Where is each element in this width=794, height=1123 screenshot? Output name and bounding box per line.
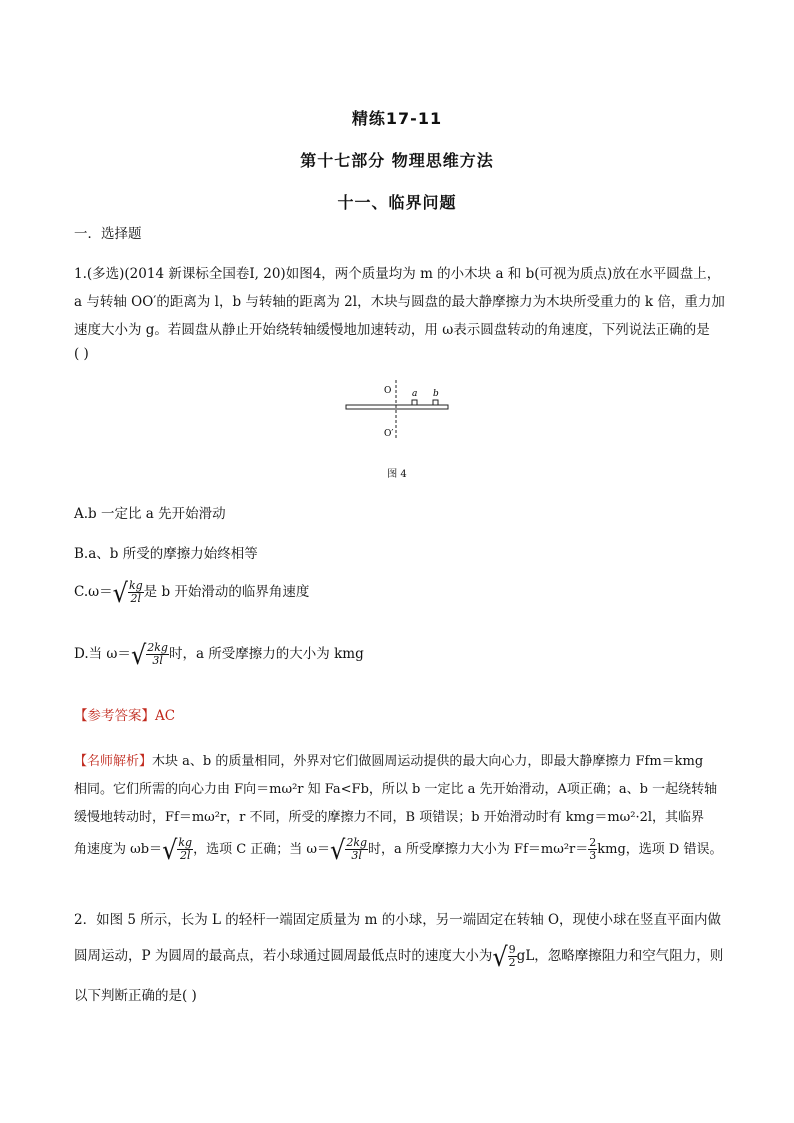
answer-value: AC bbox=[155, 708, 176, 724]
doc-title: 精练17-11 bbox=[351, 109, 443, 128]
frac3-den: 3 bbox=[589, 849, 597, 862]
sqrt-sign: √ bbox=[112, 577, 128, 608]
frac2-den: 3l bbox=[351, 849, 362, 862]
figure-caption: 图 4 bbox=[387, 469, 407, 480]
reference-answer bbox=[74, 704, 175, 724]
q2-line3: 以下判断正确的是( ) bbox=[74, 988, 197, 1004]
section-label: 一．选择题 bbox=[74, 226, 142, 242]
fig-label-O: O bbox=[384, 386, 392, 396]
frac3-num: 2 bbox=[589, 836, 597, 849]
sqrt-sign: √ bbox=[130, 639, 147, 670]
analysis-frac1 bbox=[177, 837, 193, 862]
option-b: B.a、b 所受的摩擦力始终相等 bbox=[74, 546, 258, 562]
analysis-line3: 缓慢地转动时，Ff＝mω²r，r 不同，所受的摩擦力不同，B 项错误；b 开始滑动时有 kmg＝mω²·2l，其临界 bbox=[74, 810, 705, 825]
analysis-frac3 bbox=[588, 837, 597, 862]
q1-line1: 1.(多选)(2014 新课标全国卷Ⅰ, 20)如图4，两个质量均为 m 的小木块 a 和 b(可视为质点)放在水平圆盘上， bbox=[74, 266, 721, 282]
analysis-l4d: kmg，选项 D 错误。 bbox=[597, 842, 723, 857]
option-d bbox=[74, 639, 364, 670]
option-a: A.b 一定比 a 先开始滑动 bbox=[74, 506, 226, 522]
sqrt-sign: √ bbox=[492, 941, 508, 972]
analysis-l4c: 时，a 所受摩擦力大小为 Ff＝mω²r＝ bbox=[368, 842, 589, 857]
sqrt-sign: √ bbox=[330, 834, 346, 865]
option-c bbox=[74, 577, 310, 608]
analysis-line2: 相同。它们所需的向心力由 F向＝mω²r 知 Fa<Fb，所以 b 一定比 a 先开始滑动，A项正确；a、b 一起绕转轴 bbox=[74, 782, 718, 797]
frac1-den: 2l bbox=[179, 849, 191, 862]
q2-line2-b: gL，忽略摩擦阻力和空气阻力，则 bbox=[516, 948, 724, 964]
fig-label-b: b bbox=[433, 389, 439, 399]
sqrt-sign: √ bbox=[162, 834, 178, 865]
option-d-den: 3l bbox=[152, 654, 163, 667]
analysis-l4b: ，选项 C 正确；当 ω＝ bbox=[193, 842, 331, 857]
analysis-block bbox=[74, 748, 734, 864]
option-d-num: 2kg bbox=[147, 641, 168, 654]
answer-label: 【参考答案】 bbox=[74, 708, 155, 724]
section-title: 十一、临界问题 bbox=[337, 193, 457, 212]
q2-fraction bbox=[508, 944, 517, 969]
analysis-line4 bbox=[74, 836, 734, 864]
figure-4 bbox=[340, 378, 460, 440]
q2-line2-a: 圆周运动，P 为圆周的最高点，若小球通过圆周最低点时的速度大小为 bbox=[74, 948, 493, 964]
q1-line3: 速度大小为 g。若圆盘从静止开始绕转轴缓慢地加速转动，用 ω表示圆盘转动的角速度，下列说法正确的是 bbox=[74, 322, 710, 338]
q2-line2 bbox=[74, 941, 724, 972]
analysis-line1 bbox=[74, 748, 734, 776]
frac1-num: kg bbox=[178, 836, 193, 849]
option-d-suffix: 时，a 所受摩擦力的大小为 kmg bbox=[168, 646, 364, 662]
option-d-fraction bbox=[146, 642, 169, 667]
frac2-num: 2kg bbox=[346, 836, 368, 849]
q2-frac-num: 9 bbox=[508, 943, 516, 956]
q1-line4: ( ) bbox=[74, 346, 89, 362]
option-c-den: 2l bbox=[130, 592, 142, 605]
option-c-suffix: 是 b 开始滑动的临界角速度 bbox=[143, 584, 310, 600]
option-c-num: kg bbox=[128, 579, 143, 592]
option-c-prefix: C.ω＝ bbox=[74, 584, 113, 600]
fig-label-a: a bbox=[412, 389, 418, 399]
analysis-l4a: 角速度为 ωb＝ bbox=[74, 842, 163, 857]
option-c-fraction bbox=[128, 580, 144, 605]
option-d-prefix: D.当 ω＝ bbox=[74, 646, 131, 662]
part-title: 第十七部分 物理思维方法 bbox=[300, 151, 494, 170]
fig-label-O2: O′ bbox=[384, 429, 394, 439]
q1-line2: a 与转轴 OO′的距离为 l，b 与转轴的距离为 2l，木块与圆盘的最大静摩擦力为木块所受重力的 k 倍，重力加 bbox=[74, 294, 725, 310]
analysis-label: 【名师解析】 bbox=[74, 754, 153, 769]
q2-line1: 2．如图 5 所示，长为 L 的轻杆一端固定质量为 m 的小球，另一端固定在转轴 O，现使小球在竖直平面内做 bbox=[74, 912, 722, 928]
analysis-frac2 bbox=[345, 837, 368, 862]
q2-frac-den: 2 bbox=[508, 956, 516, 969]
analysis-text-1: 木块 a、b 的质量相同，外界对它们做圆周运动提供的最大向心力，即最大静摩擦力 Ffm＝kmg bbox=[152, 754, 704, 769]
